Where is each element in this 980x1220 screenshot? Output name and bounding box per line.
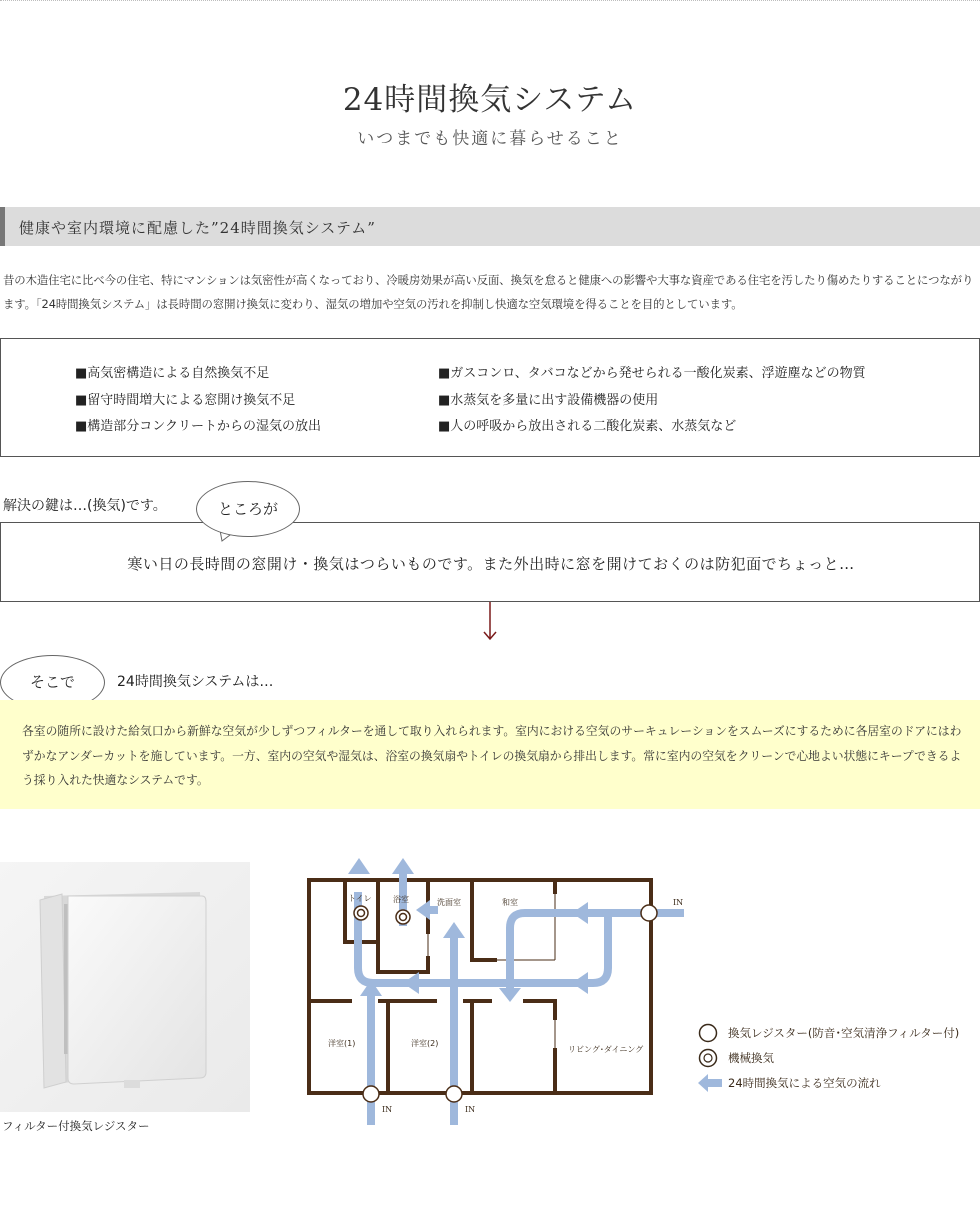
issues-list-right (438, 361, 866, 441)
solution-key-text: 解決の鍵は…(換気)です。 (3, 498, 167, 514)
arrow-left-icon (416, 900, 430, 920)
system-description-box (0, 700, 980, 809)
mechanical-ventilation-icon (697, 1047, 719, 1069)
legend-register-label: 換気レジスター(防音･空気清浄フィルター付) (728, 1026, 960, 1040)
room-label-japanese: 和室 (502, 898, 518, 907)
in-label-western2: IN (465, 1105, 476, 1114)
arrow-down-icon (499, 988, 521, 1002)
section-heading-bar (0, 207, 980, 246)
ventilation-register-illustration (0, 862, 250, 1112)
section-heading: 健康や室内環境に配慮した”24時間換気システム” (19, 219, 376, 237)
arrow-left-icon (572, 902, 588, 924)
issue-item: ■人の呼吸から放出される二酸化炭素、水蒸気など (438, 419, 737, 434)
top-dotted-rule (0, 0, 980, 1)
arrow-left-icon (572, 972, 588, 994)
register-circle-icon (697, 1022, 719, 1044)
issue-item: ■構造部分コンクリートからの湿気の放出 (75, 419, 322, 434)
airflow-arrow-icon (697, 1072, 723, 1094)
arrow-up-icon (348, 858, 370, 874)
issue-item: ■ガスコンロ、タバコなどから発せられる一酸化炭素、浮遊塵などの物質 (438, 366, 866, 381)
intro-paragraph: 昔の木造住宅に比べ今の住宅、特にマンションは気密性が高くなっており、冷暖房効果が高い反面、換気を怠ると健康への影響や大事な資産である住宅を汚したり傷めたりすることにつながります。「24時間換気システム」は長時間の窓開け換気に変わり、湿気の増加や空気の汚れを抑制し快適な空気環境を得ることを目的としています。 (3, 273, 974, 311)
ventilation-floorplan-diagram (300, 850, 700, 1130)
in-label-western1: IN (382, 1105, 393, 1114)
room-label-living: リビング･ダイニング (568, 1045, 644, 1054)
issue-item: ■留守時間増大による窓開け換気不足 (75, 392, 296, 408)
arrow-up-icon (392, 858, 414, 874)
room-labels (328, 894, 683, 1114)
room-label-western2: 洋室(2) (411, 1039, 439, 1048)
arrow-down-icon (482, 602, 498, 642)
room-label-bath: 浴室 (393, 895, 409, 904)
airflow-paths (358, 872, 684, 1125)
issues-box (0, 338, 980, 457)
room-label-washroom: 洗面室 (437, 898, 461, 907)
photo-caption: フィルター付換気レジスター (2, 1119, 150, 1133)
legend-mechanical-label: 機械換気 (728, 1051, 774, 1065)
system-description: 各室の随所に設けた給気口から新鮮な空気が少しずつフィルターを通して取り入れられます。室内における空気のサーキュレーションをスムーズにするために各居室のドアにはわずかなアンダーカットを施しています。一方、室内の空気や湿気は、浴室の換気扇やトイレの換気扇から排出します。常に室内の空気をクリーンで心地よい状態にキープできるよう採り入れた快適なシステムです。 (22, 724, 962, 787)
in-label-right: IN (673, 898, 684, 907)
issue-item: ■高気密構造による自然換気不足 (75, 366, 270, 381)
notice-box (0, 522, 980, 602)
page-subtitle: いつまでも快適に暮らせること (357, 129, 623, 149)
ventilation-register-photo (0, 862, 250, 1112)
room-label-western1: 洋室(1) (328, 1039, 356, 1048)
bubble-however: ところが (196, 481, 300, 537)
page-title: 24時間換気システム (342, 82, 638, 118)
arrow-left-icon (403, 972, 419, 994)
issue-item: ■水蒸気を多量に出す設備機器の使用 (438, 392, 659, 408)
issues-list-left (75, 361, 321, 441)
legend-airflow-label: 24時間換気による空気の流れ (728, 1076, 881, 1090)
notice-text: 寒い日の長時間の窓開け・換気はつらいものです。また外出時に窓を開けておくのは防犯面でちょっと… (127, 555, 855, 573)
arrow-up-icon (443, 922, 465, 938)
room-label-toilet: トイレ (348, 894, 372, 903)
bubble-therefore: そこで (0, 655, 105, 710)
system-heading: 24時間換気システムは… (117, 674, 274, 690)
